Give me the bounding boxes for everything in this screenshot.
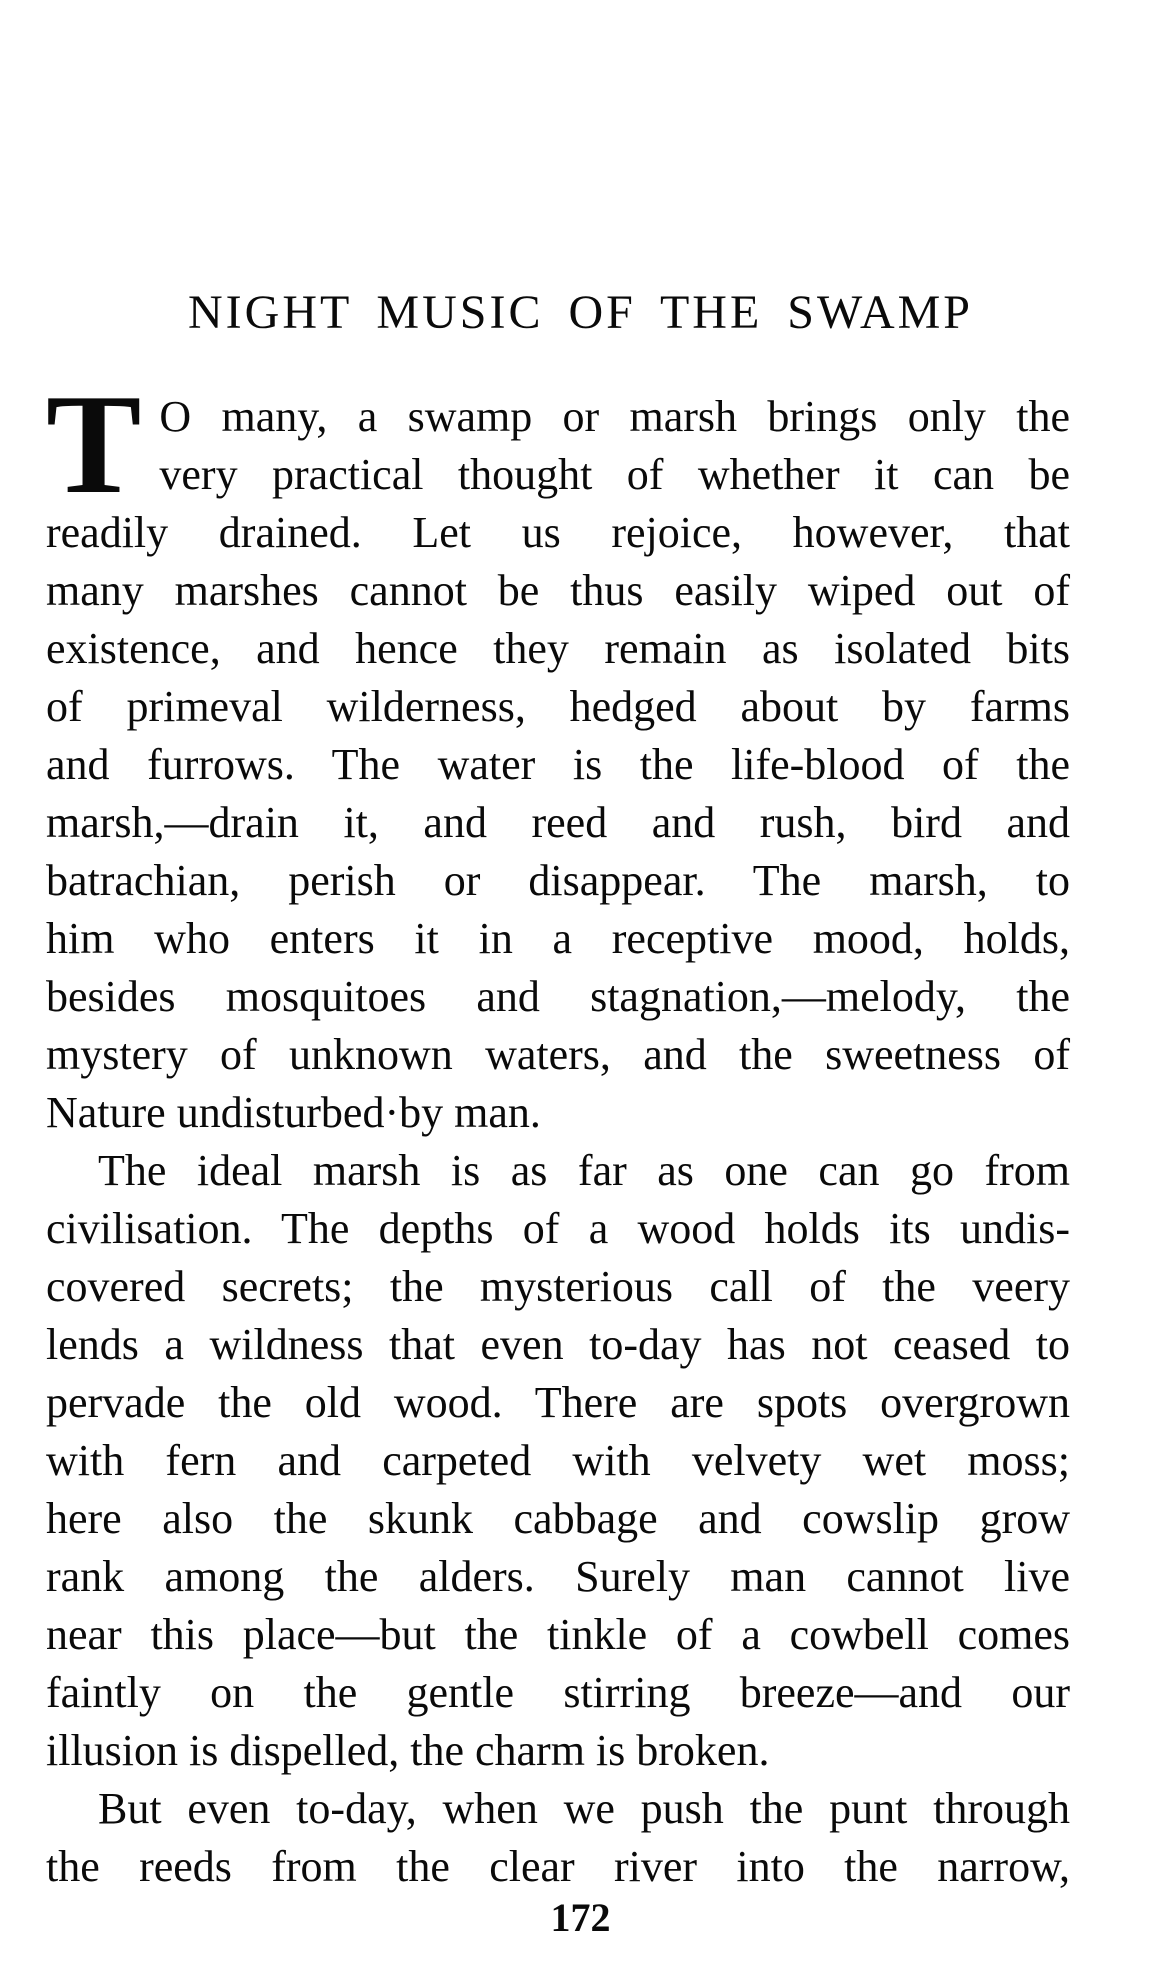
text-line: illusion is dispelled, the charm is broken. — [46, 1726, 770, 1775]
text-line: of primeval wilderness, hedged about by farms — [46, 682, 1070, 731]
paragraph-ideal-marsh — [46, 1142, 1070, 1780]
text-line: him who enters it in a receptive mood, holds, — [46, 914, 1070, 963]
text-line: The ideal marsh is as far as one can go from — [98, 1146, 1070, 1195]
text-line: besides mosquitoes and stagnation,—melody, the — [46, 972, 1070, 1021]
text-line: marsh,—drain it, and reed and rush, bird and — [46, 798, 1070, 847]
text-column — [46, 365, 1070, 1896]
text-line: lends a wildness that even to-day has not ceased to — [46, 1320, 1070, 1369]
text-line: very practical thought of whether it can be — [159, 450, 1070, 499]
text-line: But even to-day, when we push the punt through — [98, 1784, 1070, 1833]
text-line: rank among the alders. Surely man cannot live — [46, 1552, 1070, 1601]
text-line: here also the skunk cabbage and cowslip grow — [46, 1494, 1070, 1543]
text-line: many marshes cannot be thus easily wiped out of — [46, 566, 1070, 615]
text-line: civilisation. The depths of a wood holds its undis- — [46, 1204, 1070, 1253]
drop-cap-initial: T — [46, 365, 142, 523]
page-number: 172 — [550, 1895, 611, 1940]
text-line: the reeds from the clear river into the narrow, — [46, 1842, 1070, 1891]
text-line: existence, and hence they remain as isolated bits — [46, 624, 1070, 673]
text-line: and furrows. The water is the life-blood of the — [46, 740, 1070, 789]
text-line: mystery of unknown waters, and the sweetness of — [46, 1030, 1070, 1079]
text-line: readily drained. Let us rejoice, however, that — [46, 508, 1070, 557]
text-line: Nature undisturbed·by man. — [46, 1088, 541, 1137]
text-line: covered secrets; the mysterious call of the veery — [46, 1262, 1070, 1311]
chapter-title: NIGHT MUSIC OF THE SWAMP — [188, 286, 973, 339]
paragraph-opening — [46, 365, 1070, 1142]
text-line: O many, a swamp or marsh brings only the — [159, 392, 1070, 441]
text-line: pervade the old wood. There are spots overgrown — [46, 1378, 1070, 1427]
text-line: faintly on the gentle stirring breeze—and our — [46, 1668, 1070, 1717]
paragraph-punt — [46, 1780, 1070, 1896]
text-line: with fern and carpeted with velvety wet moss; — [46, 1436, 1070, 1485]
text-line: near this place—but the tinkle of a cowbell comes — [46, 1610, 1070, 1659]
text-line: batrachian, perish or disappear. The marsh, to — [46, 856, 1070, 905]
